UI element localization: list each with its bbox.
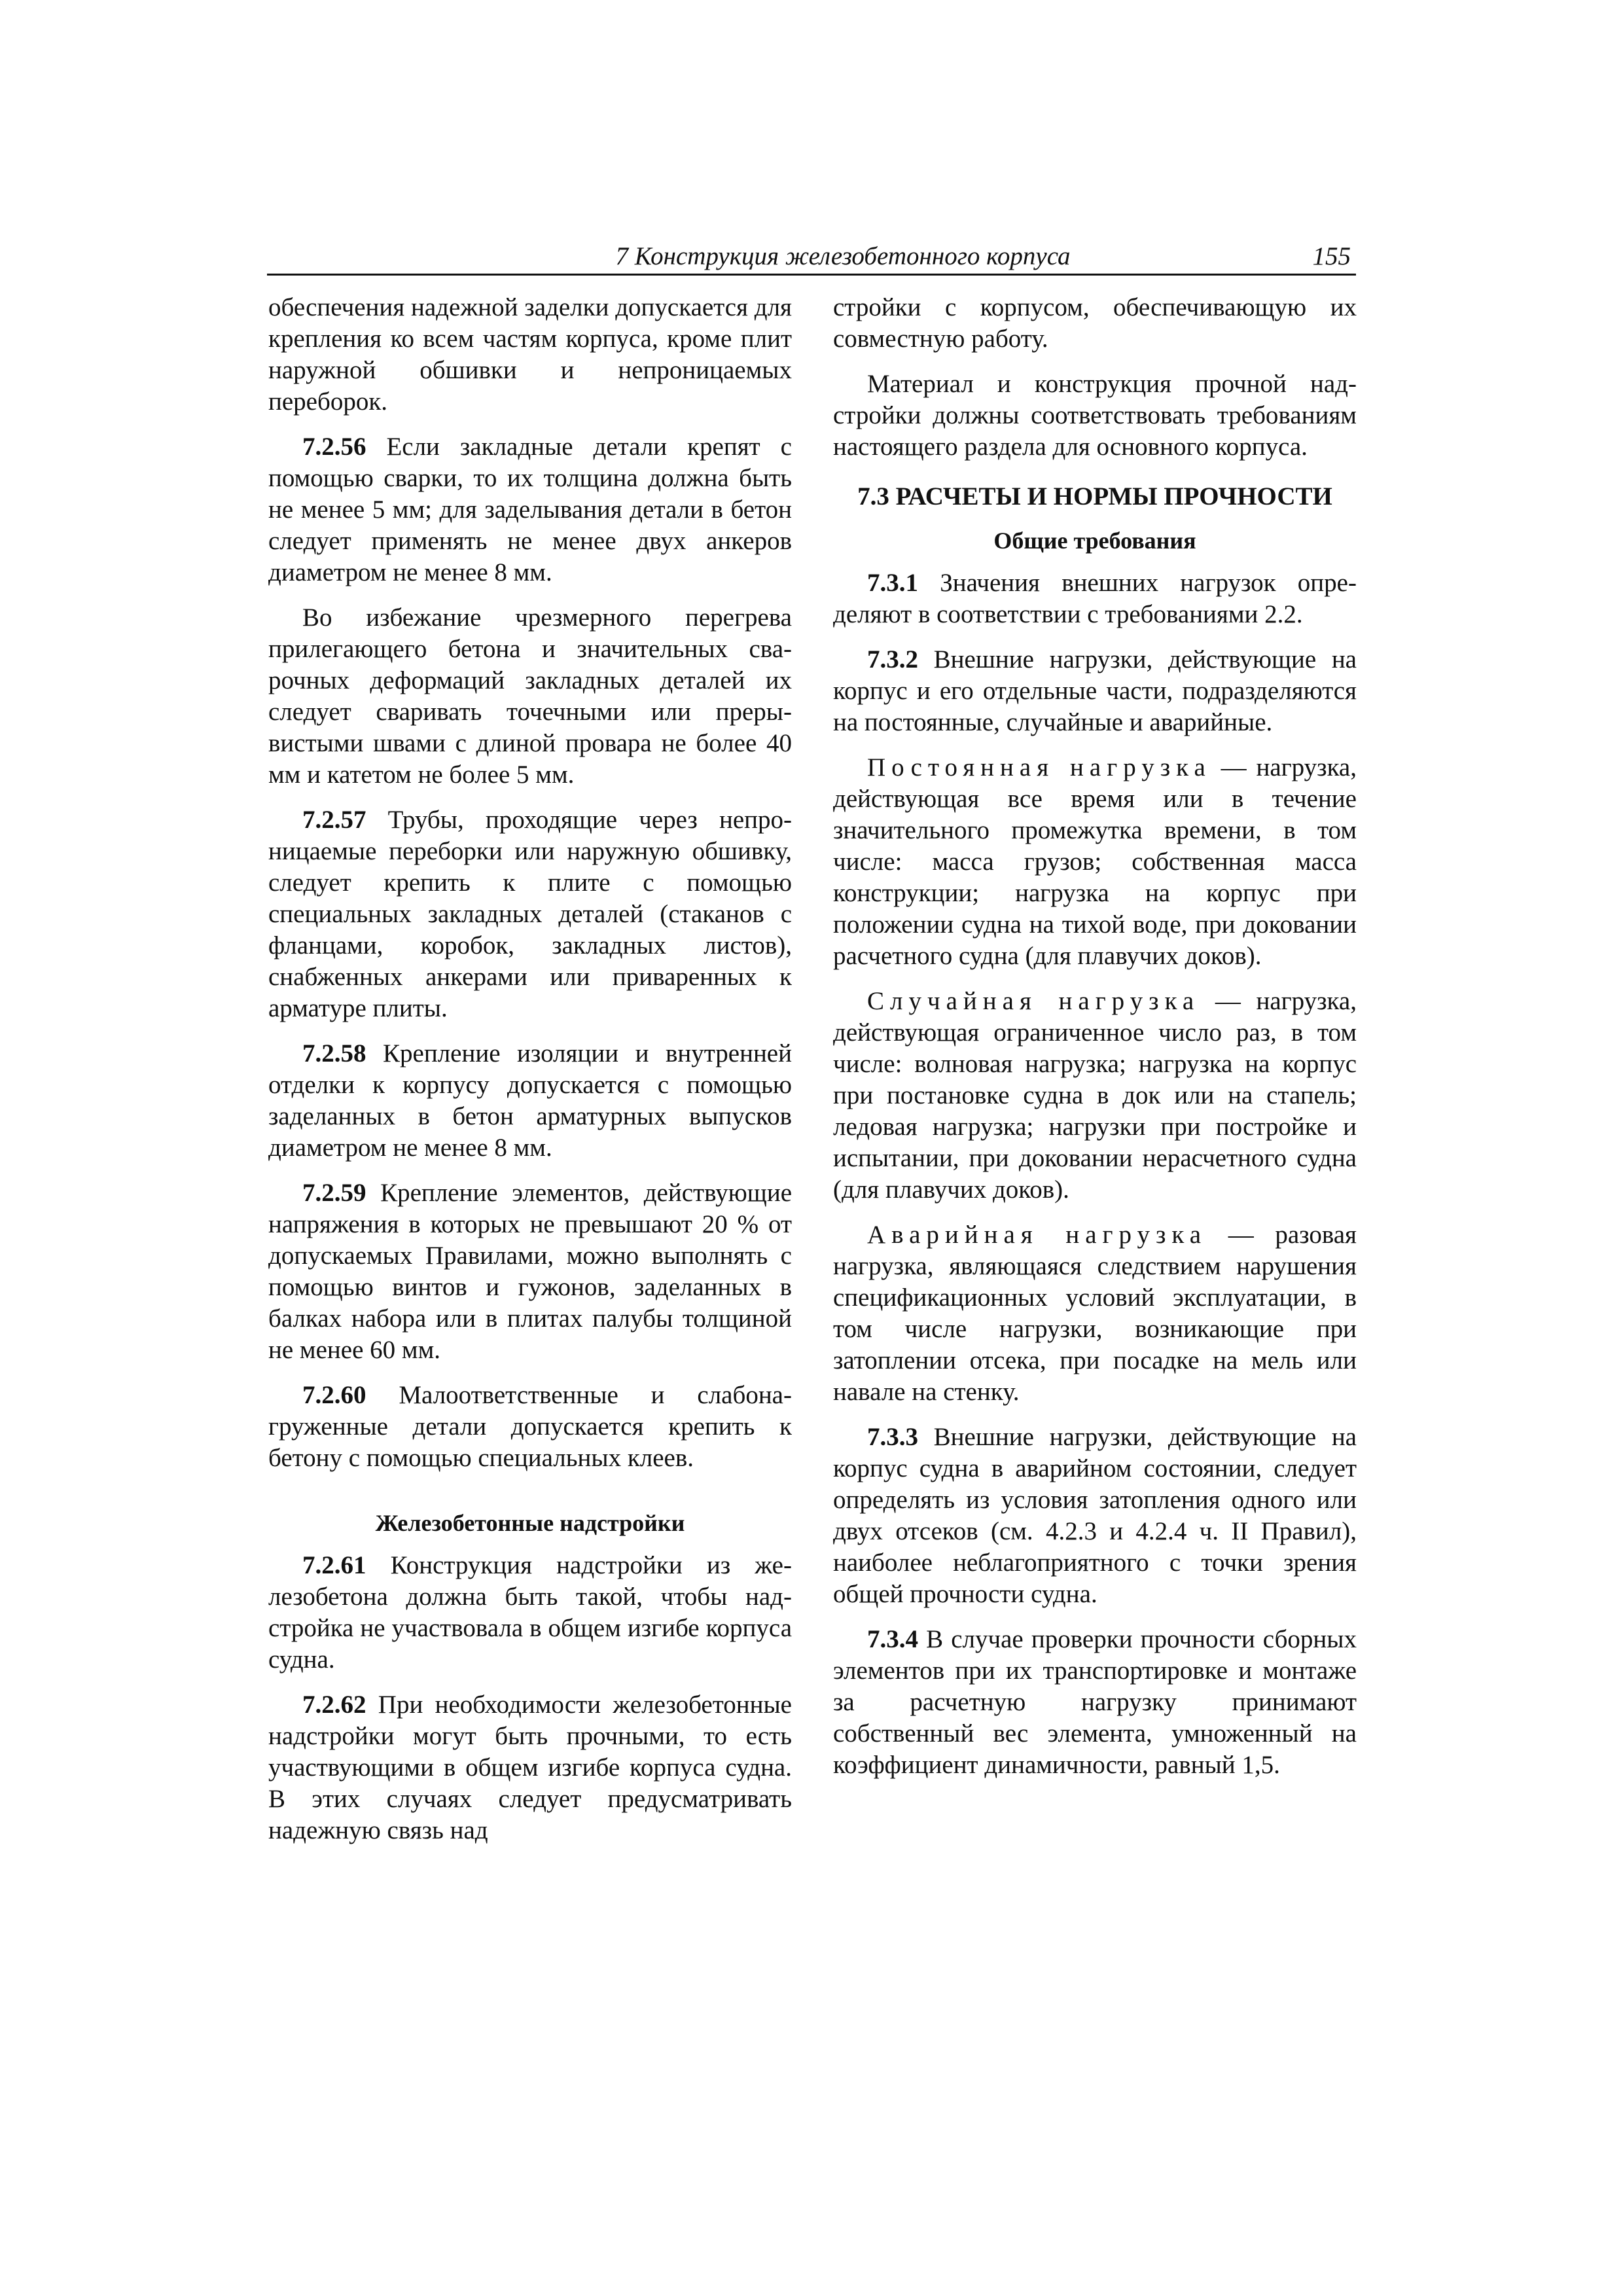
paragraph-material: Материал и конструкция прочной надстройки должны соответствовать требованиям настоящего раздела для основного корпуса. — [833, 370, 1357, 461]
clause-7-3-3 — [833, 1422, 1357, 1610]
clause-7-2-62 — [268, 1689, 792, 1846]
clause-number: 7.2.62 — [302, 1691, 366, 1719]
page-number: 155 — [1312, 242, 1351, 270]
page-header — [267, 240, 1356, 276]
term-emergency-load: Аварийная нагрузка — [867, 1221, 1207, 1249]
clause-text: Конструкция надстройки из железобетона должна быть такой, чтобы надстройка не участвовала в общем изгибе корпуса судна. — [268, 1551, 792, 1674]
clause-text: В случае проверки прочности сборных элементов при их транспортировке и монтаже за расчетную нагрузку принимают собственный вес элемента, умноженный на коэффициент динамичности, равный 1,5. — [833, 1625, 1357, 1779]
clause-text: Значения внешних нагрузок определяют в соответствии с требованиями 2.2. — [833, 569, 1357, 628]
definition-permanent-load — [833, 752, 1357, 972]
clause-7-2-58 — [268, 1038, 792, 1164]
clause-7-3-1 — [833, 567, 1357, 630]
clause-text: Крепление изоляции и внутренней отделки к корпусу допускается с помощью заделанных в бетон арматурных выпусков диаметром не менее 8 мм. — [268, 1039, 792, 1162]
clause-number: 7.2.60 — [302, 1381, 366, 1409]
clause-text: При необходимости железобетонные надстройки могут быть прочными, то есть участвующими в общем изгибе корпуса судна. В этих случаях следует предусматривать надежную связь над — [268, 1691, 792, 1844]
clause-text: Трубы, проходящие через непроницаемые переборки или наружную обшивку, следует крепить к плите с помощью специальных закладных деталей (стаканов с фланцами, коробок, закладных листов), снабженных анкерами или приваренных к арматуре плиты. — [268, 806, 792, 1022]
clause-7-2-60 — [268, 1380, 792, 1474]
clause-number: 7.2.59 — [302, 1179, 366, 1207]
clause-number: 7.2.61 — [302, 1551, 366, 1579]
section-heading-7-3: 7.3 РАСЧЕТЫ И НОРМЫ ПРОЧНОСТИ — [857, 482, 1332, 511]
clause-text: Малоответственные и слабонагруженные детали допускается крепить к бетону с помощью специальных клеев. — [268, 1381, 792, 1472]
clause-number: 7.3.4 — [867, 1625, 918, 1653]
clause-number: 7.2.58 — [302, 1039, 366, 1067]
definition-text: — нагрузка, действующая все время или в течение значительного промежутка времени, в том числе: масса грузов; собственная масса конструкции; нагрузка на корпус при положении судна на тихой воде, при доковании расчетного судна (для плавучих доков). — [833, 753, 1357, 970]
clause-7-2-61 — [268, 1550, 792, 1676]
left-column — [268, 292, 792, 1860]
running-title: 7 Конструкция железобетонного корпуса — [615, 242, 1071, 270]
clause-text: Внешние нагрузки, действующие на корпус и его отдельные части, подразделяются на постоянные, случайные и аварийные. — [833, 645, 1357, 736]
clause-number: 7.3.1 — [867, 569, 918, 597]
clause-number: 7.3.2 — [867, 645, 918, 673]
clause-7-3-4 — [833, 1624, 1357, 1781]
clause-text: Внешние нагрузки, действующие на корпус судна в аварийном состоянии, следует определять из условия затопления одного или двух отсеков (см. 4.2.3 и 4.2.4 ч. II Правил), наиболее неблагоприятного с точки зрения общей прочности судна. — [833, 1423, 1357, 1608]
term-permanent-load: Постоянная нагрузка — [867, 753, 1211, 781]
paragraph-continuation: обеспечения надежной заделки допускается для крепления ко всем частям корпуса, кроме плит наружной обшивки и непроницаемых переборок. — [268, 293, 792, 416]
paragraph-continuation: стройки с корпусом, обеспечивающую их совместную работу. — [833, 293, 1357, 353]
clause-7-2-59 — [268, 1177, 792, 1366]
subheading-general-requirements: Общие требования — [993, 528, 1196, 554]
definition-emergency-load — [833, 1219, 1357, 1408]
clause-text: Если закладные детали крепят с помощью сварки, то их толщина должна быть не менее 5 мм; для заделывания детали в бетон следует применять не менее двух анкеров диаметром не менее 8 мм. — [268, 433, 792, 586]
clause-number: 7.2.57 — [302, 806, 366, 834]
clause-number: 7.3.3 — [867, 1423, 918, 1451]
term-random-load: Случайная нагрузка — [867, 987, 1200, 1015]
right-column — [833, 292, 1357, 1795]
clause-text: Крепление элементов, действующие напряжения в которых не превышают 20 % от допускаемых Правилами, можно выполнять с помощью винтов и гужонов, заделанных в балках набора или в плитах палубы толщиной не менее 60 мм. — [268, 1179, 792, 1364]
paragraph-welding: Во избежание чрезмерного перегрева прилегающего бетона и значительных сварочных деформаций закладных деталей их следует сваривать точечными или прерывистыми швами с длиной провара не более 40 мм и катетом не более 5 мм. — [268, 603, 792, 789]
definition-text: — разовая нагрузка, являющаяся следствием нарушения спецификационных условий эксплуатации, в том числе нагрузки, возникающие при затоплении отсека, при посадке на мель или навале на стенку. — [833, 1221, 1357, 1406]
clause-7-3-2 — [833, 644, 1357, 738]
clause-7-2-57 — [268, 804, 792, 1024]
clause-7-2-56 — [268, 431, 792, 588]
definition-random-load — [833, 986, 1357, 1206]
definition-text: — нагрузка, действующая ограниченное число раз, в том числе: волновая нагрузка; нагрузка на корпус при постановке судна в док или на стапель; ледовая нагрузка; нагрузки при постройке и испытании, при доковании нерасчетного судна (для плавучих доков). — [833, 987, 1357, 1204]
subheading-superstructures: Железобетонные надстройки — [375, 1510, 685, 1536]
clause-number: 7.2.56 — [302, 433, 366, 461]
